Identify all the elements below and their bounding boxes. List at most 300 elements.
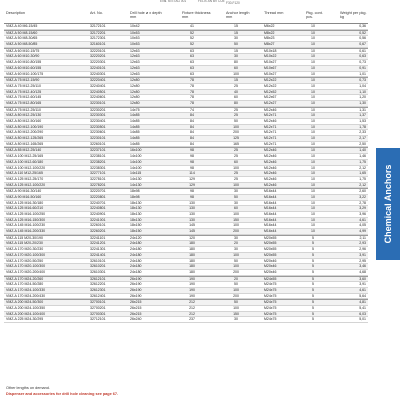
cell-description: VMZ-A 170 M20-100/300 xyxy=(6,264,46,269)
cell-weight: 1,53 xyxy=(359,119,366,123)
cell-description: VMZ-A 80 M12-25/130 xyxy=(6,113,42,118)
cell-weight: 2,17 xyxy=(359,136,366,141)
cell-fixture-thickness: 190 xyxy=(189,276,195,281)
cell-pkg: 5 xyxy=(312,276,314,281)
cell-weight: 3,46 xyxy=(359,264,366,269)
cell-weight: 6,03 xyxy=(359,311,366,316)
cell-description: VMZ-A 170 M20-100/300 xyxy=(6,252,46,257)
cell-weight: 2,93 xyxy=(359,241,366,246)
cell-anchor-length: 30 xyxy=(234,317,238,322)
cell-pkg: 10 xyxy=(311,54,315,59)
cell-pkg: 5 xyxy=(312,311,314,316)
header-thread: Thread mm xyxy=(264,11,284,15)
cell-pkg: 10 xyxy=(311,100,315,105)
cell-weight: 0,56 xyxy=(359,36,366,41)
cell-art-no: 32238301 xyxy=(90,165,106,170)
cell-fixture-thickness: 63 xyxy=(190,60,194,65)
cell-fixture-thickness: 84 xyxy=(190,124,194,129)
cell-fixture-thickness: 78 xyxy=(190,83,194,88)
cell-pkg: 10 xyxy=(311,130,315,135)
cell-art-no: 32230301 xyxy=(90,113,106,118)
header-drill-hole: Drill hole ø x depth mm xyxy=(130,11,162,19)
cell-description: VMZ-A 225 M24-30/295 xyxy=(6,317,44,322)
cell-pkg: 5 xyxy=(312,282,314,287)
cell-pkg: 5 xyxy=(312,258,314,263)
cell-art-no: 32238201 xyxy=(90,159,106,164)
cell-art-no: 32240401 xyxy=(90,83,106,88)
cell-anchor-length: 100 xyxy=(233,182,239,187)
cell-description: VMZ-A 75 M12-25/110 xyxy=(6,83,41,88)
cell-thread: M20x55 xyxy=(264,241,277,246)
cell-thread: M16x44 xyxy=(264,200,277,205)
cell-fixture-thickness: 98 xyxy=(190,189,194,194)
cell-art-no: 32700201 xyxy=(90,306,106,310)
cell-drill-hole: 10x42 xyxy=(130,24,140,28)
cell-weight: 0,61 xyxy=(359,48,366,53)
table-row xyxy=(4,147,368,154)
cell-art-no: 32612301 xyxy=(90,287,106,292)
cell-anchor-length: 100 xyxy=(233,252,239,257)
cell-fixture-thickness: 84 xyxy=(190,136,194,141)
cell-anchor-length: 50 xyxy=(234,258,238,263)
cell-description: VMZ-A 60 M10-60/155 xyxy=(6,65,42,70)
cell-weight: 1,65 xyxy=(359,171,366,176)
cell-thread: M24x75 xyxy=(264,317,277,322)
cell-drill-hole: 14x100 xyxy=(130,165,142,170)
note-dispenser[interactable]: Dispenser and accessories for drill hole cleaning see page 67. xyxy=(6,392,119,396)
table-row xyxy=(4,276,368,283)
cell-weight: 0,67 xyxy=(359,42,366,47)
cell-description: VMZ-A 170 M24-200/430 xyxy=(6,293,46,298)
cell-pkg: 5 xyxy=(312,287,314,292)
cell-pkg: 10 xyxy=(311,65,315,70)
cell-thread: M20x55 xyxy=(264,252,277,257)
cell-art-no: 32240501 xyxy=(90,89,106,94)
approval-badges xyxy=(160,0,270,12)
cell-anchor-length: 15 xyxy=(234,48,238,53)
cell-art-no: 32240601 xyxy=(90,95,106,100)
approval-badge: F30-F120 xyxy=(226,1,240,5)
cell-pkg: 5 xyxy=(312,264,314,269)
cell-anchor-length: 100 xyxy=(233,306,239,310)
cell-art-no: 32612101 xyxy=(90,276,106,281)
cell-pkg: 10 xyxy=(311,194,315,199)
cell-description: VMZ-A 80 M12-165/265 xyxy=(6,141,44,146)
cell-weight: 2,95 xyxy=(359,258,366,263)
cell-thread: M8x27 xyxy=(264,42,275,47)
cell-drill-hole: 26x215 xyxy=(130,306,142,310)
cell-art-no: 32230201 xyxy=(90,107,106,112)
cell-weight: 0,63 xyxy=(359,54,366,59)
cell-thread: M12x22 xyxy=(264,78,277,83)
cell-thread: M10x18 xyxy=(264,48,277,53)
cell-fixture-thickness: 130 xyxy=(189,206,195,211)
cell-art-no: 32240801 xyxy=(90,206,106,211)
cell-drill-hole: 24x180 xyxy=(130,241,142,246)
cell-pkg: 10 xyxy=(311,113,315,118)
cell-pkg: 10 xyxy=(311,154,315,159)
cell-description: VMZ-A 100 M12-60/180 xyxy=(6,159,44,164)
cell-description: VMZ-A 170 M20-200/400 xyxy=(6,269,46,274)
cell-drill-hole: 12x63 xyxy=(130,48,140,53)
cell-anchor-length: 50 xyxy=(234,42,238,47)
table-row xyxy=(4,107,368,114)
cell-pkg: 10 xyxy=(311,60,315,65)
cell-drill-hole: 24x180 xyxy=(130,247,142,252)
cell-thread: M12x46 xyxy=(264,182,277,187)
cell-pkg: 10 xyxy=(311,107,315,112)
cell-anchor-length: 60 xyxy=(234,65,238,70)
cell-weight: 1,10 xyxy=(359,89,366,94)
cell-description: VMZ-A 170 M20-50/250 xyxy=(6,258,44,263)
cell-fixture-thickness: 52 xyxy=(190,36,194,41)
cell-fixture-thickness: 41 xyxy=(190,24,194,28)
cell-thread: M12x27 xyxy=(264,100,277,105)
cell-thread: M10x22 xyxy=(264,54,277,59)
cell-drill-hole: 18x98 xyxy=(130,189,140,194)
cell-art-no: 32612401 xyxy=(90,293,106,298)
cell-drill-hole: 14x130 xyxy=(130,182,142,187)
cell-description: VMZ-A 75 M12-15/90 xyxy=(6,78,40,83)
cell-description: VMZ-A 170 M24-50/280 xyxy=(6,282,44,287)
cell-anchor-length: 200 xyxy=(233,293,239,298)
cell-description: VMZ-A 115 M20-30/190 xyxy=(6,235,43,240)
header-weight: Weight per pkg. kg xyxy=(340,11,367,19)
cell-anchor-length: 100 xyxy=(233,71,239,76)
cell-description: VMZ-A 50 M8-30/65 xyxy=(6,36,38,41)
cell-thread: M16x44 xyxy=(264,194,277,199)
cell-description: VMZ-A 125 M16-150/300 xyxy=(6,217,46,222)
cell-weight: 4,05 xyxy=(359,223,366,228)
cell-weight: 1,20 xyxy=(359,95,366,100)
cell-pkg: 10 xyxy=(311,36,315,41)
cell-fixture-thickness: 180 xyxy=(189,241,195,246)
cell-thread: M16x44 xyxy=(264,206,277,211)
cell-art-no: 32241301 xyxy=(90,247,106,252)
cell-art-no: 32230501 xyxy=(90,124,106,129)
cell-anchor-length: 200 xyxy=(233,269,239,274)
cell-thread: M12x46 xyxy=(264,154,277,159)
cell-description: VMZ-A 125 M12-100/220 xyxy=(6,182,46,187)
cell-description: VMZ-A 100 M12-25/165 xyxy=(6,154,44,159)
cell-thread: M12x22 xyxy=(264,83,277,88)
cell-pkg: 10 xyxy=(311,42,315,47)
cell-weight: 2,33 xyxy=(359,130,366,135)
cell-fixture-thickness: 52 xyxy=(190,30,194,35)
cell-art-no: 32700101 xyxy=(90,300,106,305)
cell-description: VMZ-A 90 M16-50/160 xyxy=(6,194,42,199)
cell-anchor-length: 50 xyxy=(234,119,238,123)
cell-description: VMZ-A 60 M10-15/75 xyxy=(6,48,40,53)
cell-weight: 4,61 xyxy=(359,217,366,222)
cell-weight: 5,01 xyxy=(359,317,366,322)
cell-anchor-length: 30 xyxy=(234,54,238,59)
cell-thread: M24x75 xyxy=(264,293,277,298)
cell-drill-hole: 24x120 xyxy=(130,235,142,240)
cell-fixture-thickness: 84 xyxy=(190,141,194,146)
cell-thread: M16x44 xyxy=(264,223,277,228)
cell-pkg: 5 xyxy=(312,241,314,246)
cell-description: VMZ-A 125 M16-60/210 xyxy=(6,206,44,211)
cell-fixture-thickness: 78 xyxy=(190,78,194,83)
cell-weight: 2,60 xyxy=(359,189,366,194)
cell-anchor-length: 50 xyxy=(234,282,238,287)
cell-thread: M24x75 xyxy=(264,306,277,310)
cell-art-no: 32238101 xyxy=(90,154,106,159)
cell-thread: M24x75 xyxy=(264,300,277,305)
cell-drill-hole: 14x85 xyxy=(130,136,140,141)
cell-anchor-length: 30 xyxy=(234,36,238,41)
cell-pkg: 10 xyxy=(311,176,315,181)
cell-pkg: 5 xyxy=(312,247,314,252)
cell-pkg: 10 xyxy=(311,189,315,194)
table-header xyxy=(4,12,368,24)
cell-fixture-thickness: 180 xyxy=(189,252,195,257)
cell-weight: 0,91 xyxy=(359,65,366,70)
cell-fixture-thickness: 129 xyxy=(189,176,195,181)
cell-anchor-length: 50 xyxy=(234,194,238,199)
cell-anchor-length: 100 xyxy=(233,165,239,170)
header-fixture-thickness: Fixture thickness mm xyxy=(182,11,211,19)
cell-thread: M12x46 xyxy=(264,176,277,181)
cell-fixture-thickness: 190 xyxy=(189,282,195,287)
cell-weight: 3,91 xyxy=(359,282,366,287)
cell-anchor-length: 100 xyxy=(233,287,239,292)
cell-pkg: 10 xyxy=(311,229,315,234)
cell-fixture-thickness: 145 xyxy=(189,229,195,234)
cell-art-no: 32220101 xyxy=(90,48,106,53)
cell-description: VMZ-A 75 M12-80/165 xyxy=(6,100,42,105)
cell-pkg: 10 xyxy=(311,171,315,176)
cell-art-no: 32230101 xyxy=(90,100,106,105)
cell-art-no: 32220401 xyxy=(90,78,106,83)
cell-description: VMZ-A 125 M12-25/170 xyxy=(6,176,44,181)
cell-description: VMZ-A 110 M12-25/165 xyxy=(6,171,43,176)
cell-pkg: 10 xyxy=(311,95,315,100)
cell-anchor-length: 60 xyxy=(234,95,238,100)
cell-anchor-length: 15 xyxy=(234,30,238,35)
cell-drill-hole: 26x215 xyxy=(130,311,142,316)
cell-anchor-length: 30 xyxy=(234,189,238,194)
cell-drill-hole: 24x180 xyxy=(130,264,142,269)
table-row xyxy=(4,77,368,84)
cell-anchor-length: 25 xyxy=(234,113,238,118)
cell-art-no: 32260201 xyxy=(90,229,106,234)
cell-fixture-thickness: 129 xyxy=(189,182,195,187)
cell-thread: M12x46 xyxy=(264,171,277,176)
cell-description: VMZ-A 80 M12-200/290 xyxy=(6,130,44,135)
cell-anchor-length: 25 xyxy=(234,171,238,176)
cell-art-no: 32260101 xyxy=(90,223,106,228)
cell-pkg: 5 xyxy=(312,306,314,310)
cell-art-no: 32712101 xyxy=(90,317,106,322)
cell-weight: 1,78 xyxy=(359,124,366,129)
cell-drill-hole: 14x85 xyxy=(130,124,140,129)
cell-anchor-length: 30 xyxy=(234,235,238,240)
cell-fixture-thickness: 180 xyxy=(189,269,195,274)
cell-anchor-length: 15 xyxy=(234,24,238,28)
cell-thread: M10x67 xyxy=(264,65,277,70)
cell-weight: 3,96 xyxy=(359,212,366,216)
cell-weight: 0,52 xyxy=(359,30,366,35)
cell-thread: M16x44 xyxy=(264,229,277,234)
cell-anchor-length: 200 xyxy=(233,229,239,234)
cell-fixture-thickness: 63 xyxy=(190,71,194,76)
cell-weight: 4,99 xyxy=(359,229,366,234)
cell-weight: 3,91 xyxy=(359,252,366,257)
cell-description: VMZ-A 80 M12-100/190 xyxy=(6,124,44,129)
cell-weight: 2,78 xyxy=(359,200,366,205)
cell-drill-hole: 18x130 xyxy=(130,217,142,222)
cell-drill-hole: 26x190 xyxy=(130,293,142,298)
cell-thread: M20x55 xyxy=(264,235,277,240)
cell-weight: 1,04 xyxy=(359,83,366,88)
cell-drill-hole: 14x130 xyxy=(130,176,142,181)
cell-anchor-length: 80 xyxy=(234,60,238,65)
cell-weight: 0,73 xyxy=(359,78,366,83)
cell-fixture-thickness: 98 xyxy=(190,159,194,164)
cell-drill-hole: 14x100 xyxy=(130,154,142,159)
cell-fixture-thickness: 98 xyxy=(190,154,194,159)
cell-weight: 1,40 xyxy=(359,148,366,153)
cell-description: VMZ-A 75 M12-60/145 xyxy=(6,95,42,100)
cell-pkg: 10 xyxy=(311,83,315,88)
cell-thread: M12x46 xyxy=(264,159,277,164)
side-tab-label: Chemical Anchors xyxy=(383,164,393,244)
cell-thread: M10x27 xyxy=(264,60,277,65)
cell-anchor-length: 25 xyxy=(234,176,238,181)
cell-fixture-thickness: 130 xyxy=(189,200,195,205)
cell-drill-hole: 14x85 xyxy=(130,119,140,123)
table-row xyxy=(4,235,368,242)
cell-weight: 5,41 xyxy=(359,306,366,310)
cell-drill-hole: 18x150 xyxy=(130,229,142,234)
cell-anchor-length: 80 xyxy=(234,100,238,105)
cell-pkg: 10 xyxy=(311,200,315,205)
cell-art-no: 32700301 xyxy=(90,311,106,316)
table-row xyxy=(4,299,368,306)
cell-drill-hole: 26x190 xyxy=(130,287,142,292)
cell-weight: 1,75 xyxy=(359,159,366,164)
cell-art-no: 32172101 xyxy=(90,24,106,28)
cell-drill-hole: 14x75 xyxy=(130,107,140,112)
cell-drill-hole: 12x63 xyxy=(130,65,140,70)
cell-fixture-thickness: 78 xyxy=(190,100,194,105)
cell-pkg: 10 xyxy=(311,223,315,228)
cell-drill-hole: 24x180 xyxy=(130,252,142,257)
table-row xyxy=(4,188,368,195)
cell-drill-hole: 12x80 xyxy=(130,83,140,88)
table-row xyxy=(4,48,368,55)
cell-art-no: 32172201 xyxy=(90,30,106,35)
cell-art-no: 32610101 xyxy=(90,258,106,263)
cell-anchor-length: 165 xyxy=(233,141,239,146)
cell-fixture-thickness: 145 xyxy=(189,223,195,228)
cell-art-no: 32610301 xyxy=(90,269,106,274)
cell-weight: 3,22 xyxy=(359,194,366,199)
cell-anchor-length: 60 xyxy=(234,206,238,211)
cell-pkg: 10 xyxy=(311,182,315,187)
cell-description: VMZ-A 115 M20-20/230 xyxy=(6,241,43,246)
cell-anchor-length: 200 xyxy=(233,130,239,135)
note-other-lengths: Other lengths on demand. xyxy=(6,386,50,390)
side-tab-chemical-anchors[interactable] xyxy=(376,148,400,260)
cell-fixture-thickness: 120 xyxy=(189,235,195,240)
cell-anchor-length: 25 xyxy=(234,83,238,88)
cell-pkg: 10 xyxy=(311,78,315,83)
header-art-no: Art. No. xyxy=(90,11,103,15)
cell-pkg: 10 xyxy=(311,89,315,94)
cell-thread: M12x46 xyxy=(264,107,277,112)
cell-weight: 0,73 xyxy=(359,60,366,65)
header-pkg: Pkg. cont. pcs. xyxy=(306,11,323,19)
cell-thread: M8x22 xyxy=(264,30,275,35)
cell-weight: 2,50 xyxy=(359,141,366,146)
cell-thread: M20x55 xyxy=(264,247,277,252)
cell-description: VMZ-A 75 M12-25/110 xyxy=(6,107,41,112)
cell-drill-hole: 14x85 xyxy=(130,113,140,118)
cell-weight: 1,30 xyxy=(359,100,366,105)
cell-pkg: 10 xyxy=(311,24,315,28)
cell-description: VMZ-A 75 M12-40/125 xyxy=(6,89,42,94)
cell-description: VMZ-A 60 M10-100/175 xyxy=(6,71,44,76)
cell-anchor-length: 60 xyxy=(234,159,238,164)
cell-description: VMZ-A 80 M12-125/265 xyxy=(6,136,44,141)
cell-art-no: 32220701 xyxy=(90,189,106,194)
approval-badge: Eval. to ETAG 001 xyxy=(160,0,187,3)
cell-drill-hole: 18x130 xyxy=(130,200,142,205)
cell-art-no: 32241101 xyxy=(90,235,106,240)
cell-weight: 3,60 xyxy=(359,276,366,281)
cell-weight: 2,96 xyxy=(359,247,366,252)
cell-art-no: 32240301 xyxy=(90,71,106,76)
cell-drill-hole: 10x53 xyxy=(130,36,140,41)
header-description: Description xyxy=(6,11,25,15)
cell-weight: 2,12 xyxy=(359,165,366,170)
cell-weight: 4,61 xyxy=(359,287,366,292)
cell-thread: M12x71 xyxy=(264,113,277,118)
cell-drill-hole: 18x98 xyxy=(130,194,140,199)
cell-thread: M12x71 xyxy=(264,136,277,141)
cell-description: VMZ-A 200 M24-100/400 xyxy=(6,311,46,316)
cell-fixture-thickness: 180 xyxy=(189,247,195,252)
cell-drill-hole: 12x80 xyxy=(130,100,140,105)
cell-anchor-length: 20 xyxy=(234,276,238,281)
cell-drill-hole: 26x190 xyxy=(130,276,142,281)
cell-art-no: 32160101 xyxy=(90,42,106,47)
cell-drill-hole: 14x85 xyxy=(130,141,140,146)
cell-thread: M6x22 xyxy=(264,24,275,28)
cell-pkg: 10 xyxy=(311,141,315,146)
cell-weight: 1,37 xyxy=(359,113,366,118)
cell-drill-hole: 24x180 xyxy=(130,269,142,274)
product-table xyxy=(4,24,368,323)
cell-thread: M16x44 xyxy=(264,212,277,216)
cell-pkg: 5 xyxy=(312,235,314,240)
cell-pkg: 10 xyxy=(311,71,315,76)
cell-fixture-thickness: 98 xyxy=(190,194,194,199)
cell-description: VMZ-A 200 M24-100/350 xyxy=(6,306,46,310)
cell-weight: 0,36 xyxy=(359,24,366,28)
cell-drill-hole: 24x180 xyxy=(130,258,142,263)
cell-drill-hole: 26x190 xyxy=(130,282,142,287)
cell-pkg: 10 xyxy=(311,148,315,153)
cell-anchor-length: 100 xyxy=(233,223,239,228)
cell-art-no: 32612201 xyxy=(90,282,106,287)
cell-pkg: 10 xyxy=(311,30,315,35)
cell-anchor-length: 50 xyxy=(234,300,238,305)
cell-drill-hole: 18x130 xyxy=(130,212,142,216)
